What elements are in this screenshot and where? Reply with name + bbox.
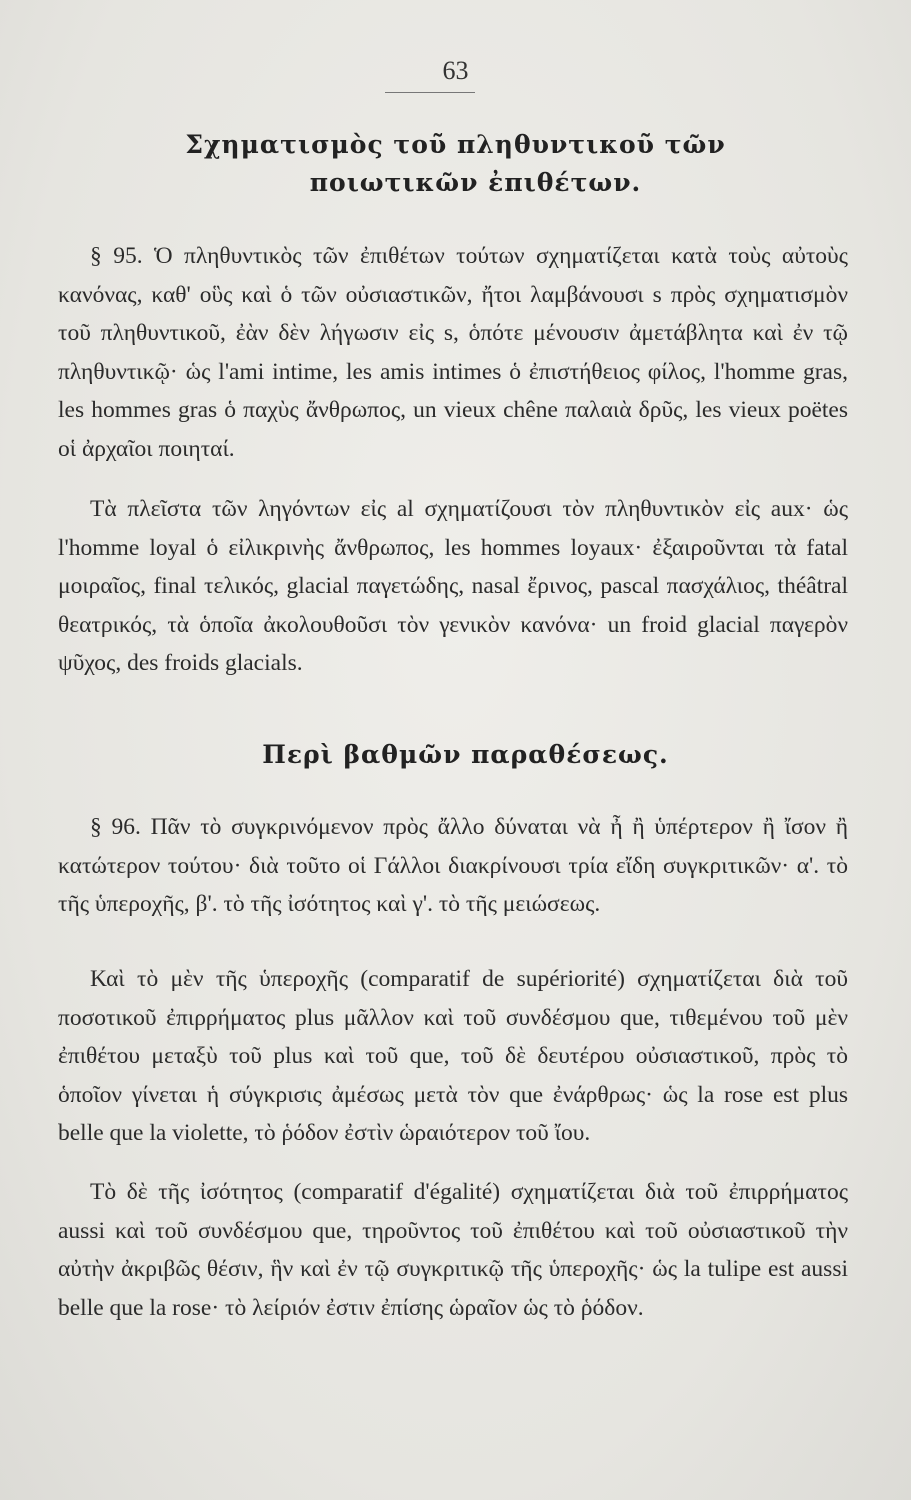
paragraph-96-superiority: Καὶ τὸ μὲν τῆς ὑπεροχῆς (comparatif de supériorité) σχηματίζεται διὰ τοῦ ποσοτικοῦ ἐπιρρήματος plus μᾶλλον καὶ τοῦ συνδέσμου que, τιθεμένου τοῦ μὲν ἐπιθέτου μεταξὺ τοῦ plus καὶ τοῦ que, τοῦ δὲ δευτέρου οὐσιαστικοῦ, πρὸς τὸ ὁποῖον γίνεται ἡ σύγκρισις ἀμέσως μετὰ τὸν que ἐνάρθρως· ὡς la rose est plus belle que la violette, τὸ ῥόδον ἐστὶν ὡραιότερον τοῦ ἴου. bbox=[58, 966, 848, 1147]
section-title-line2: ποιωτικῶν ἐπιθέτων. bbox=[309, 168, 642, 197]
paragraph-96-equality: Τὸ δὲ τῆς ἰσότητος (comparatif d'égalité) σχηματίζεται διὰ τοῦ ἐπιρρήματος aussi καὶ τοῦ συνδέσμου que, τηροῦντος τοῦ ἐπιθέτου καὶ τοῦ οὐσιαστικοῦ τὴν αὐτὴν ἀκριβῶς θέσιν, ἣν καὶ ἐν τῷ συγκριτικῷ τῆς ὑπεροχῆς· ὡς la tulipe est aussi belle que la rose· τὸ λείριόν ἐστιν ἐπίσης ὡραῖον ὡς τὸ ῥόδον. bbox=[58, 1179, 848, 1321]
page-number: 63 bbox=[442, 56, 469, 85]
paragraph-95-continued: Τὰ πλεῖστα τῶν ληγόντων εἰς al σχηματίζουσι τὸν πληθυντικὸν εἰς aux· ὡς l'homme loyal ὁ εἰλικρινὴς ἄνθρωπος, les hommes loyaux· ἐξαιροῦνται τὰ fatal μοιραῖος, final τελικός, glacial παγετώδης, nasal ἔρινος, pascal πασχάλιος, théâtral θεατρικός, τὰ ὁποῖα ἀκολουθοῦσι τὸν γενικὸν κανόνα· un froid glacial παγερὸν ψῦχος, des froids glacials. bbox=[58, 496, 848, 677]
page-number-rule bbox=[385, 92, 475, 93]
section-heading-degrees: Περὶ βαθμῶν παραθέσεως. bbox=[262, 740, 669, 769]
section-title-line1: Σχηματισμὸς τοῦ πληθυντικοῦ τῶν bbox=[185, 130, 726, 159]
paragraph-96: § 96. Πᾶν τὸ συγκρινόμενον πρὸς ἄλλο δύναται νὰ ἦ ἢ ὑπέρτερον ἢ ἴσον ἢ κατώτερον τούτου· διὰ τοῦτο οἱ Γάλλοι διακρίνουσι τρία εἴδη συγκριτικῶν· α'. τὸ τῆς ὑπεροχῆς, β'. τὸ τῆς ἰσότητος καὶ γ'. τὸ τῆς μειώσεως. bbox=[58, 814, 848, 918]
paragraph-95: § 95. Ὁ πληθυντικὸς τῶν ἐπιθέτων τούτων σχηματίζεται κατὰ τοὺς αὐτοὺς κανόνας, καθ' οὓς καὶ ὁ τῶν οὐσιαστικῶν, ἤτοι λαμβάνουσι s πρὸς σχηματισμὸν τοῦ πληθυντικοῦ, ἐὰν δὲν λήγωσιν εἰς s, ὁπότε μένουσιν ἀμετάβλητα καὶ ἐν τῷ πληθυντικῷ· ὡς l'ami intime, les amis intimes ὁ ἐπιστήθειος φίλος, l'homme gras, les hommes gras ὁ παχὺς ἄνθρωπος, un vieux chêne παλαιὰ δρῦς, les vieux poëtes οἱ ἀρχαῖοι ποιηταί. bbox=[58, 243, 848, 462]
